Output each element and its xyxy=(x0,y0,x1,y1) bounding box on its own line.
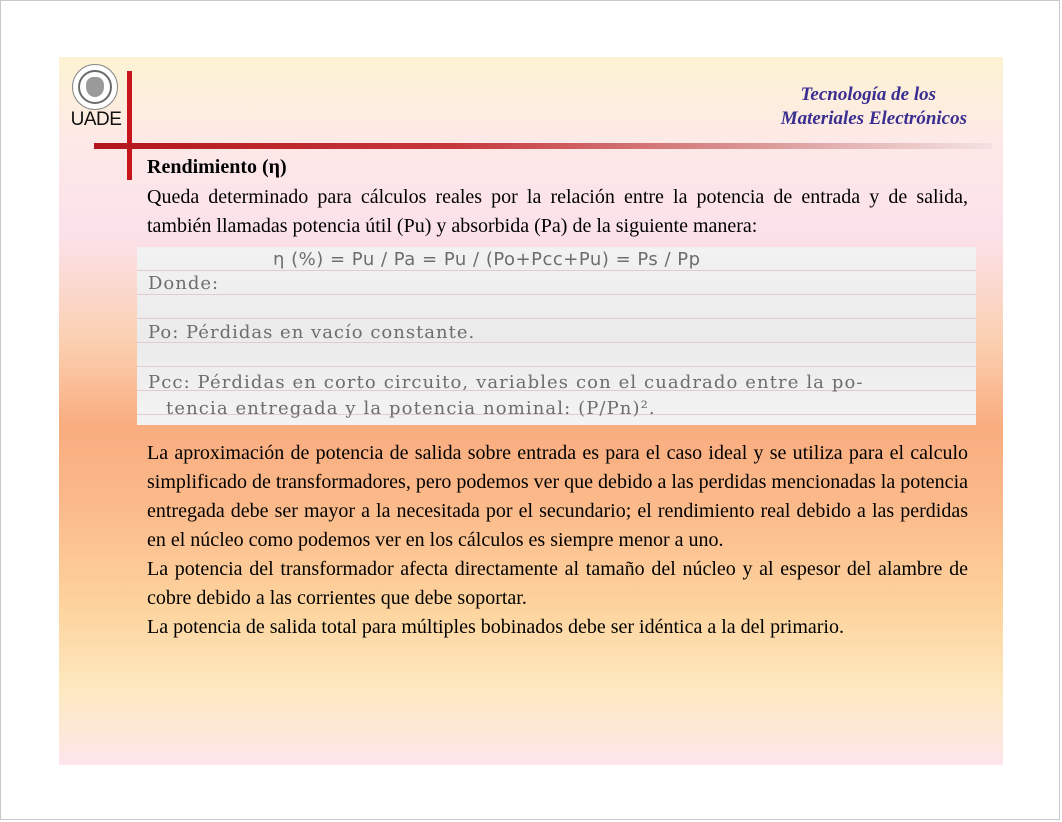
pcc-definition-line2: tencia entregada y la potencia nominal: (P/Pn)². xyxy=(166,398,656,419)
body-text xyxy=(147,439,968,642)
university-seal-icon xyxy=(72,64,118,110)
efficiency-formula: η (%) = Pu / Pa = Pu / (Po+Pcc+Pu) = Ps / Pp xyxy=(273,249,701,270)
po-definition: Po: Pérdidas en vacío constante. xyxy=(148,322,476,343)
course-title xyxy=(647,83,967,131)
section-title: Rendimiento (η) xyxy=(147,156,287,178)
body-paragraph: La aproximación de potencia de salida sobre entrada es para el caso ideal y se utiliza para el calculo simplificado de transformadores, pero podemos ver que debido a las perdidas mencionadas la potencia entregada debe ser mayor a la necesitada por el secundario; el rendimiento real debido a las perdidas en el núcleo como podemos ver en los cálculos es siempre menor a uno. xyxy=(147,442,968,551)
logo-text: UADE xyxy=(70,109,122,130)
where-label: Donde: xyxy=(148,273,220,294)
pcc-definition-line1: Pcc: Pérdidas en corto circuito, variables con el cuadrado entre la po- xyxy=(148,372,864,393)
uade-logo xyxy=(69,64,123,132)
intro-paragraph: Queda determinado para cálculos reales por la relación entre la potencia de entrada y de salida, también llamadas potencia útil (Pu) y absorbida (Pa) de la siguiente manera: xyxy=(147,186,968,237)
header-vertical-rule xyxy=(127,71,132,180)
body-paragraph: La potencia del transformador afecta directamente al tamaño del núcleo y al espesor del alambre de cobre debido a las corrientes que debe soportar. xyxy=(147,558,968,609)
course-title-line2: Materiales Electrónicos xyxy=(780,108,967,129)
body-paragraph: La potencia de salida total para múltiples bobinados debe ser idéntica a la del primario. xyxy=(147,616,844,638)
header-horizontal-rule xyxy=(94,143,992,149)
scanned-formula-image xyxy=(137,247,976,425)
course-title-line1: Tecnología de los xyxy=(800,84,936,105)
